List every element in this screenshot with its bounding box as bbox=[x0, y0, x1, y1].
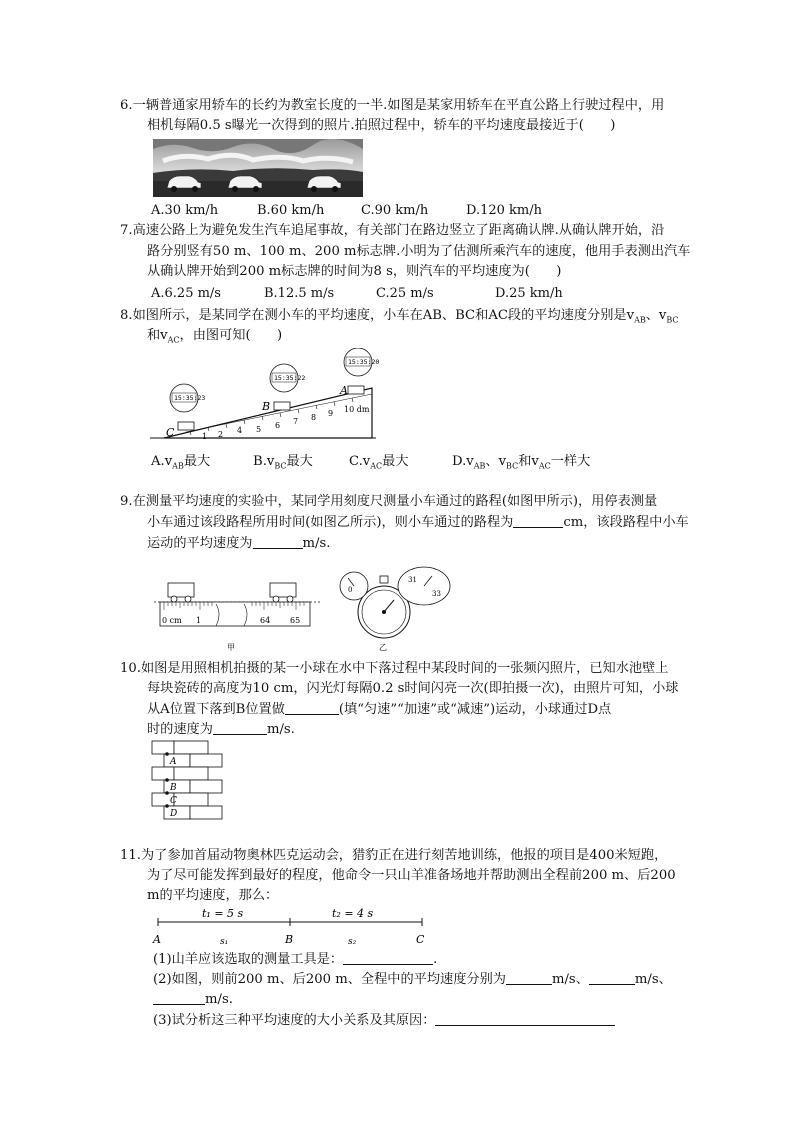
q11-speed1-blank[interactable] bbox=[506, 970, 552, 985]
q8-incline-figure bbox=[150, 348, 380, 444]
q8-sub-ab: AB bbox=[634, 315, 646, 325]
q10-label-d: D bbox=[170, 809, 178, 819]
q6-option-c: C.90 km/h bbox=[361, 203, 429, 218]
q8-cart-c bbox=[178, 422, 194, 430]
q8-label-a: A bbox=[340, 384, 348, 397]
q11-sub1 bbox=[153, 950, 437, 970]
q7-option-c: C.25 m/s bbox=[376, 286, 434, 301]
q11-sub2-line2-post: m/s. bbox=[205, 992, 233, 1007]
q8-tick-1: 1 bbox=[202, 432, 208, 441]
q6-line2: 相机每隔0.5 s曝光一次得到的照片.拍照过程中，轿车的平均速度最接近于( ) bbox=[147, 118, 616, 133]
q6-option-b: B.60 km/h bbox=[257, 203, 325, 218]
q10-speed-blank[interactable] bbox=[213, 720, 267, 735]
q8-tick-2: 2 bbox=[218, 430, 224, 439]
q11-sub3 bbox=[153, 1011, 615, 1031]
q9-line3-post: m/s. bbox=[302, 536, 331, 551]
q11-line2: 为了尽可能发挥到最好的程度，他命令一只山羊准备场地并帮助测出全程前200 m、后200 bbox=[147, 868, 676, 883]
q6-option-a: A.30 km/h bbox=[151, 203, 219, 218]
q9-distance-blank[interactable] bbox=[513, 513, 563, 528]
q10-line3-text: 从A位置下落到B位置做 bbox=[147, 702, 285, 717]
q9-figure bbox=[152, 566, 472, 654]
q11-line1: 11.为了参加首届动物奥林匹克运动会，猎豹正在进行刻苦地训练，他报的项目是400米短跑， bbox=[120, 848, 668, 863]
q10-label-c: C bbox=[170, 796, 177, 806]
q11-point-a: A bbox=[153, 933, 161, 946]
q9-label-jia: 甲 bbox=[227, 643, 235, 652]
q8-opt-d-post: 一样大 bbox=[550, 454, 591, 469]
q10-ball-b bbox=[165, 778, 169, 782]
q9-line3-text: 运动的平均速度为 bbox=[147, 536, 253, 551]
q8-option-a bbox=[151, 452, 210, 477]
q8-line1-mid: 、v bbox=[645, 308, 667, 323]
q8-cart-b bbox=[274, 402, 290, 410]
q11-s1: s₁ bbox=[220, 937, 229, 947]
q9-cart-end bbox=[270, 583, 296, 597]
q7-option-a: A.6.25 m/s bbox=[151, 286, 221, 301]
q8-opt-d-sub3: AC bbox=[538, 461, 551, 471]
q9-watch-33: 33 bbox=[432, 590, 441, 598]
q7-line1: 7.高速公路上为避免发生汽车追尾事故，有关部门在路边竖立了距离确认牌.从确认牌开始，沿 bbox=[120, 223, 665, 238]
q11-speed2-blank[interactable] bbox=[589, 970, 635, 985]
q9-line2-text: 小车通过该段路程所用时间(如图乙所示)，则小车通过的路程为 bbox=[147, 515, 514, 530]
q8-clock-c-time: 15:35:23 bbox=[174, 394, 206, 402]
q8-line2 bbox=[147, 326, 282, 351]
q8-line2-pre: 和v bbox=[147, 328, 168, 343]
q11-sub2-line2 bbox=[153, 990, 233, 1010]
q8-opt-b-pre: B.v bbox=[253, 454, 275, 469]
q10-tile-wall-figure bbox=[150, 740, 230, 822]
q11-sub2-mid2: m/s、 bbox=[634, 972, 672, 987]
q8-label-b: B bbox=[262, 400, 271, 413]
q8-option-b bbox=[253, 452, 313, 477]
q8-opt-c-pre: C.v bbox=[349, 454, 371, 469]
q9-figure-jia bbox=[154, 583, 322, 652]
q10-line1: 10.如图是用照相机拍摄的某一小球在水中下落过程中某段时间的一张频闪照片，已知水池壁上 bbox=[120, 661, 669, 676]
q11-t1: t₁ = 5 s bbox=[202, 907, 244, 920]
q9-ruler-65: 65 bbox=[290, 616, 301, 625]
q11-sub1-text: (1)山羊应该选取的测量工具是： bbox=[153, 952, 344, 967]
q8-opt-d-mid1: 、v bbox=[485, 454, 507, 469]
q6-car-photo bbox=[153, 139, 363, 197]
q8-opt-d-sub2: BC bbox=[506, 461, 519, 471]
q8-tick-10: 10 dm bbox=[344, 405, 370, 414]
q8-label-c: C bbox=[166, 426, 175, 439]
q8-sub-ac: AC bbox=[167, 335, 180, 345]
q8-option-d bbox=[452, 452, 590, 477]
q9-figure-yi bbox=[340, 567, 450, 652]
q9-line1: 9.在测量平均速度的实验中，某同学用刻度尺测量小车通过的路程(如图甲所示)，用停表测量 bbox=[120, 494, 658, 509]
q8-opt-a-pre: A.v bbox=[151, 454, 173, 469]
q7-option-d: D.25 km/h bbox=[495, 286, 563, 301]
q8-opt-a-sub: AB bbox=[172, 461, 184, 471]
q8-clock-b-time: 15:35:22 bbox=[274, 374, 306, 382]
q11-tool-blank[interactable] bbox=[343, 950, 433, 965]
q11-sub2 bbox=[153, 970, 672, 990]
q8-tick-7: 7 bbox=[293, 417, 299, 426]
q9-watch-small-0: 0 bbox=[348, 586, 353, 594]
q9-line2-post: cm，该段路程中小车 bbox=[563, 515, 689, 530]
q10-line4-text: 时的速度为 bbox=[147, 722, 213, 737]
q8-opt-b-post: 最大 bbox=[286, 454, 313, 469]
q10-line3 bbox=[147, 700, 611, 720]
q11-t2: t₂ = 4 s bbox=[332, 907, 374, 920]
q8-line1-text: 8.如图所示，是某同学在测小车的平均速度，小车在AB、BC和AC段的平均速度分别是v bbox=[120, 308, 635, 323]
q8-sub-bc: BC bbox=[666, 315, 679, 325]
q9-cart-start bbox=[168, 583, 194, 597]
q11-s2: s₂ bbox=[348, 937, 357, 947]
q10-line2: 每块瓷砖的高度为10 cm，闪光灯每隔0.2 s时间闪亮一次(即拍摄一次)，由照片可知，小球 bbox=[147, 681, 679, 696]
q10-label-a: A bbox=[170, 757, 177, 767]
q10-ball-a bbox=[165, 752, 169, 756]
q11-speed3-blank[interactable] bbox=[153, 990, 205, 1005]
q8-tick-9: 9 bbox=[328, 409, 334, 418]
q9-ruler-0cm: 0 cm bbox=[162, 616, 182, 625]
q10-line3-post: (填“匀速”“加速”或“减速”)运动，小球通过D点 bbox=[338, 702, 612, 717]
q10-line4 bbox=[147, 720, 295, 740]
q7-line2: 路分别竖有50 m、100 m、200 m标志牌.小明为了估测所乘汽车的速度，他用手表测出汽车 bbox=[147, 244, 691, 259]
q8-clock-a-time: 15:35:20 bbox=[348, 358, 380, 366]
q8-opt-b-sub: BC bbox=[274, 461, 287, 471]
q9-watch-31: 31 bbox=[408, 576, 417, 584]
q10-label-b: B bbox=[170, 783, 177, 793]
q8-tick-8: 8 bbox=[311, 413, 317, 422]
q8-opt-d-pre: D.v bbox=[452, 454, 474, 469]
q10-ball-d bbox=[165, 804, 169, 808]
q9-speed-blank[interactable] bbox=[253, 534, 303, 549]
q6-option-d: D.120 km/h bbox=[466, 203, 542, 218]
q8-option-c bbox=[349, 452, 409, 477]
q8-opt-d-mid2: 和v bbox=[518, 454, 539, 469]
q8-opt-c-sub: AC bbox=[370, 461, 383, 471]
q8-cart-a bbox=[348, 386, 364, 394]
q8-opt-a-post: 最大 bbox=[183, 454, 211, 469]
q11-sub1-post: . bbox=[433, 952, 438, 967]
q6-line1: 6.一辆普通家用轿车的长约为教室长度的一半.如图是某家用轿车在平直公路上行驶过程中，用 bbox=[120, 98, 665, 113]
q7-line3: 从确认牌开始到200 m标志牌的时间为8 s，则汽车的平均速度为( ) bbox=[147, 264, 562, 279]
q8-opt-d-sub1: AB bbox=[473, 461, 486, 471]
q11-point-b: B bbox=[285, 933, 294, 946]
q11-point-c: C bbox=[416, 933, 425, 946]
q8-line2-post: ，由图可知( ) bbox=[179, 328, 283, 343]
q11-sub2-mid1: m/s、 bbox=[551, 972, 589, 987]
q8-opt-c-post: 最大 bbox=[382, 454, 409, 469]
q9-label-yi: 乙 bbox=[379, 643, 387, 652]
q11-track-figure bbox=[150, 904, 440, 950]
q9-line3 bbox=[147, 534, 330, 554]
q11-analysis-blank[interactable] bbox=[435, 1011, 615, 1026]
q11-sub2-text: (2)如图，则前200 m、后200 m、全程中的平均速度分别为 bbox=[153, 972, 506, 987]
q9-ruler-64: 64 bbox=[260, 616, 271, 625]
q10-motion-blank[interactable] bbox=[285, 700, 339, 715]
q8-tick-4: 4 bbox=[237, 426, 243, 435]
q11-line3: m的平均速度，那么： bbox=[147, 888, 279, 903]
q9-line2 bbox=[147, 513, 689, 533]
q9-ruler-1: 1 bbox=[196, 616, 202, 625]
q11-sub3-text: (3)试分析这三种平均速度的大小关系及其原因： bbox=[153, 1013, 436, 1028]
q8-tick-6: 6 bbox=[275, 421, 281, 430]
q10-ball-c bbox=[165, 791, 169, 795]
q8-tick-5: 5 bbox=[256, 425, 262, 434]
q7-option-b: B.12.5 m/s bbox=[264, 286, 335, 301]
q10-line4-post: m/s. bbox=[266, 722, 295, 737]
